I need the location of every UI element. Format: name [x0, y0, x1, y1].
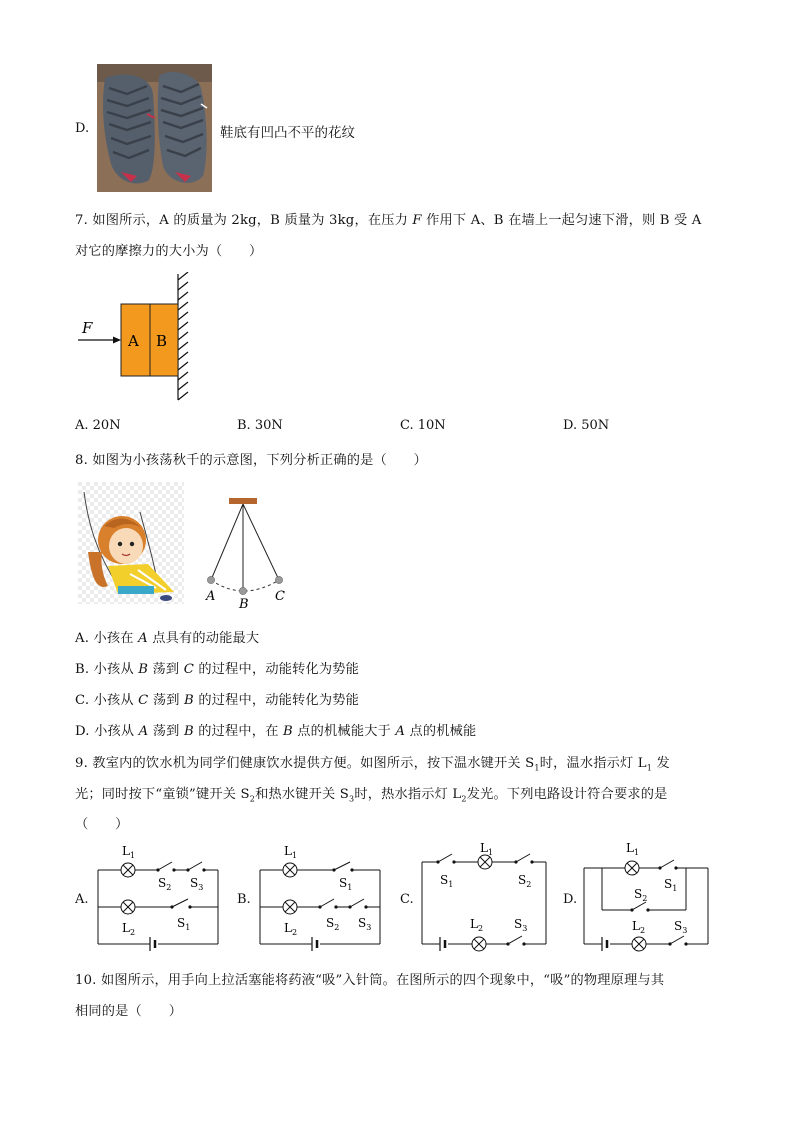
svg-text:L2: $L_2$ [122, 921, 136, 937]
circuit-c[interactable] [418, 840, 552, 952]
q7-blocks-figure [76, 272, 196, 404]
girl-swing-illustration [78, 482, 184, 604]
q9-option-d-letter[interactable]: D. [563, 892, 578, 907]
q9-option-c-letter[interactable]: C. [400, 892, 414, 907]
q9-stem-line2: 光；同时按下“童锁”键开关 $S_2$和热水键开关 $S_3$时，热水指示灯 $L_2$发光。下列电路设计符合要求的是 [75, 787, 668, 804]
q8-option-c[interactable]: C. 小孩从 C 荡到 B 的过程中，动能转化为势能 [75, 693, 359, 708]
q9-stem-line1: 9. 教室内的饮水机为同学们健康饮水提供方便。如图所示，按下温水键开关 $S_1$时，温水指示灯 $L_1$ 发 [75, 756, 670, 773]
svg-text:S1: $S_1$ [664, 877, 678, 893]
block-a-label: A [128, 332, 139, 350]
shoe-sole-photo [97, 64, 212, 192]
circuit-d[interactable] [580, 838, 714, 952]
q10-stem-line1: 10. 如图所示，用手向上拉活塞能将药液“吸”入针筒。在图所示的四个现象中，“吸”的物理原理与其 [75, 973, 665, 988]
q7-option-c[interactable]: C. 10N [400, 418, 446, 433]
force-label: F [82, 319, 93, 337]
q8-option-a[interactable]: A. 小孩在 A 点具有的动能最大 [75, 631, 260, 646]
svg-text:S1: $S_1$ [177, 916, 191, 932]
svg-text:L1: $L_1$ [626, 841, 640, 857]
block-b-label: B [156, 332, 168, 350]
q7-stem-line2: 对它的摩擦力的大小为（ ） [75, 244, 263, 259]
point-a-label: A [206, 589, 216, 604]
q9-option-a-letter[interactable]: A. [75, 892, 89, 907]
svg-text:S2: $S_2$ [634, 887, 648, 903]
option-d-letter: D. [75, 121, 90, 136]
svg-text:S3: $S_3$ [190, 876, 204, 892]
circuit-b[interactable] [254, 840, 384, 952]
svg-text:L2: $L_2$ [632, 919, 646, 935]
svg-text:S3: $S_3$ [358, 916, 372, 932]
svg-text:S3: $S_3$ [514, 917, 528, 933]
svg-text:S2: $S_2$ [518, 873, 532, 889]
q8-stem: 8. 如图为小孩荡秋千的示意图，下列分析正确的是（ ） [75, 453, 428, 468]
svg-text:L1: $L_1$ [284, 844, 298, 860]
pendulum-diagram [196, 492, 300, 608]
svg-text:S2: $S_2$ [158, 876, 172, 892]
q8-option-d[interactable]: D. 小孩从 A 荡到 B 的过程中，在 B 点的机械能大于 A 点的机械能 [75, 724, 477, 739]
svg-text:S2: $S_2$ [326, 916, 340, 932]
option-d-text: 鞋底有凹凸不平的花纹 [220, 125, 355, 141]
point-c-label: C [275, 589, 285, 604]
q9-stem-line3: （ ） [75, 817, 129, 832]
q8-option-b[interactable]: B. 小孩从 B 荡到 C 的过程中，动能转化为势能 [75, 662, 360, 677]
q7-option-b[interactable]: B. 30N [237, 418, 283, 433]
q7-option-a[interactable]: A. 20N [75, 418, 121, 433]
svg-text:L2: $L_2$ [470, 917, 484, 933]
q10-stem-line2: 相同的是（ ） [75, 1004, 183, 1019]
q7-option-d[interactable]: D. 50N [563, 418, 610, 433]
circuit-a[interactable] [92, 840, 222, 952]
svg-text:L2: $L_2$ [284, 921, 298, 937]
svg-text:S1: $S_1$ [339, 876, 353, 892]
q7-stem-line1: 7. 如图所示，A 的质量为 2kg，B 质量为 3kg，在压力 F 作用下 A、B 在墙上一起匀速下滑，则 B 受 A [75, 213, 702, 228]
svg-text:L1: $L_1$ [480, 841, 494, 857]
point-b-label: B [239, 597, 249, 608]
q9-option-b-letter[interactable]: B. [237, 892, 251, 907]
svg-text:S3: $S_3$ [674, 919, 688, 935]
svg-text:L1: $L_1$ [122, 844, 136, 860]
svg-text:S1: $S_1$ [440, 873, 454, 889]
